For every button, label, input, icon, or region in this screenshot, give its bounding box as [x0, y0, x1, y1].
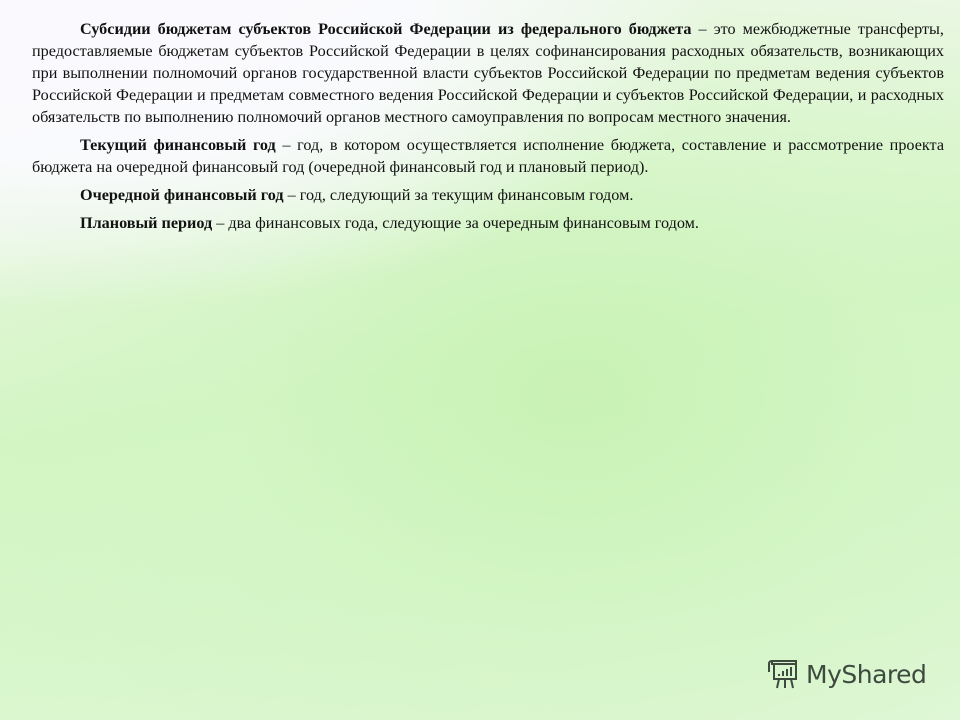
- definition-current-year: – год, в котором осуществляется исполнение бюджета, составление и рассмотрение проекта бюджета на очередной финансовый год (очередной финансовый год и плановый период).: [32, 136, 944, 176]
- watermark-text: MyShared: [806, 659, 927, 689]
- slide-content: [32, 18, 944, 240]
- term-subsidies: Субсидии бюджетам субъектов Российской Федерации из федерального бюджета: [80, 20, 692, 38]
- definition-paragraph-subsidies: [32, 18, 944, 128]
- myshared-watermark: [768, 657, 926, 691]
- definition-subsidies: – это межбюджетные трансферты, предоставляемые бюджетам субъектов Российской Федерации в целях софинансирования расходных обязательств, возникающих при выполнении полномочий органов государственной власти субъектов Российской Федерации по предметам ведения субъектов Российской Федерации и предметам совместного ведения Российской Федерации и субъектов Российской Федерации, и расходных обязательств по выполнению полномочий органов местного самоуправления по вопросам местного значения.: [32, 20, 944, 126]
- term-planning-period: Плановый период: [80, 214, 213, 232]
- definition-paragraph-current-year: [32, 134, 944, 178]
- definition-planning-period: – два финансовых года, следующие за очередным финансовым годом.: [212, 214, 699, 232]
- definition-paragraph-planning-period: [32, 212, 944, 234]
- term-next-year: Очередной финансовый год: [80, 186, 284, 204]
- term-current-year: Текущий финансовый год: [80, 136, 276, 154]
- presentation-chart-icon: [768, 657, 802, 691]
- definition-paragraph-next-year: [32, 184, 944, 206]
- definition-next-year: – год, следующий за текущим финансовым годом.: [283, 186, 634, 204]
